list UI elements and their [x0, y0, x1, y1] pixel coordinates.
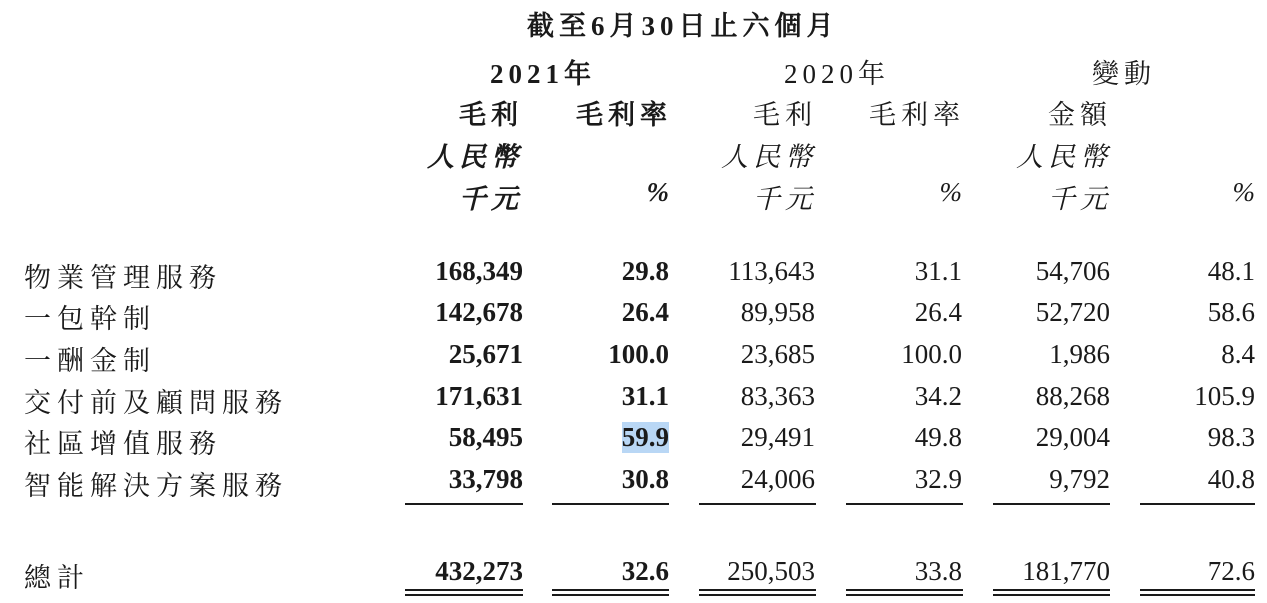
cell-change-amount: 9,792: [1049, 464, 1110, 494]
total-double-rule: [552, 589, 669, 591]
cell-gp-2020: 89,958: [740, 297, 815, 327]
cell-change-pct: 98.3: [1207, 422, 1255, 452]
gp-2021-heading: 毛利: [459, 100, 523, 130]
cell-gp-2021: 168,349: [435, 256, 523, 286]
total-double-rule: [699, 589, 816, 591]
cell-gpm-2021: 100.0: [608, 339, 669, 369]
row-label: 物業管理服務: [24, 263, 222, 293]
cell-change-amount: 1,986: [1049, 339, 1110, 369]
gpm-2021-heading: 毛利率: [576, 100, 672, 130]
cell-gpm-2020: 26.4: [914, 297, 962, 327]
cell-gpm-2020: 32.9: [914, 464, 962, 494]
row-label: 社區增值服務: [24, 429, 222, 459]
subtotal-rule: [846, 503, 963, 505]
total-change-pct: 72.6: [1207, 556, 1255, 586]
cell-change-amount: 54,706: [1035, 256, 1110, 286]
subtotal-rule: [552, 503, 669, 505]
cell-gp-2021: 142,678: [435, 297, 523, 327]
gpm-2020-heading: 毛利率: [869, 100, 965, 130]
currency-2021-heading: 人民幣: [427, 142, 523, 172]
pct-2021-heading: %: [646, 177, 669, 207]
unit-change-heading: 千元: [1048, 184, 1112, 214]
cell-change-pct: 58.6: [1207, 297, 1255, 327]
cell-gpm-2020: 49.8: [914, 422, 962, 452]
total-gpm-2021: 32.6: [621, 556, 669, 586]
cell-gp-2020: 83,363: [740, 381, 815, 411]
total-double-rule: [993, 589, 1110, 591]
year-2020-heading: 2020年: [784, 59, 890, 89]
row-label: 交付前及顧問服務: [24, 388, 288, 418]
cell-gpm-2021: 30.8: [621, 464, 669, 494]
cell-gp-2020: 23,685: [740, 339, 815, 369]
row-label: 一包幹制: [24, 304, 156, 334]
cell-gpm-2021: 26.4: [621, 297, 669, 327]
currency-2020-heading: 人民幣: [721, 142, 817, 172]
subtotal-rule: [699, 503, 816, 505]
total-gp-2021: 432,273: [435, 556, 523, 586]
cell-gp-2021: 58,495: [448, 422, 523, 452]
year-2021-heading: 2021年: [490, 59, 596, 89]
subtotal-rule: [1140, 503, 1255, 505]
total-double-rule: [846, 589, 963, 591]
cell-change-amount: 29,004: [1035, 422, 1110, 452]
total-double-rule: [405, 589, 523, 591]
unit-2020-heading: 千元: [753, 184, 817, 214]
unit-2021-heading: 千元: [459, 184, 523, 214]
cell-gp-2021: 33,798: [448, 464, 523, 494]
subtotal-rule: [993, 503, 1110, 505]
cell-gp-2020: 24,006: [740, 464, 815, 494]
cell-gpm-2021: 29.8: [621, 256, 669, 286]
period-heading: 截至6月30日止六個月: [527, 11, 839, 41]
total-double-rule: [1140, 589, 1255, 591]
row-label: 一酬金制: [24, 346, 156, 376]
cell-gpm-2021: 31.1: [621, 381, 669, 411]
cell-change-amount: 52,720: [1035, 297, 1110, 327]
cell-gpm-2021-selected[interactable]: 59.9: [621, 422, 669, 452]
cell-gpm-2020: 34.2: [914, 381, 962, 411]
cell-gp-2021: 25,671: [448, 339, 523, 369]
total-label: 總計: [24, 563, 90, 593]
cell-change-pct: 40.8: [1207, 464, 1255, 494]
total-gpm-2020: 33.8: [914, 556, 962, 586]
cell-gp-2020: 113,643: [728, 256, 815, 286]
cell-change-pct: 105.9: [1194, 381, 1255, 411]
cell-change-amount: 88,268: [1035, 381, 1110, 411]
pct-2020-heading: %: [939, 177, 962, 207]
cell-gp-2020: 29,491: [740, 422, 815, 452]
amount-heading: 金額: [1048, 100, 1112, 130]
currency-change-heading: 人民幣: [1016, 142, 1112, 172]
pct-change-heading: %: [1232, 177, 1255, 207]
subtotal-rule: [405, 503, 523, 505]
total-gp-2020: 250,503: [727, 556, 815, 586]
cell-change-pct: 8.4: [1221, 339, 1255, 369]
change-heading: 變動: [1092, 59, 1156, 89]
cell-change-pct: 48.1: [1207, 256, 1255, 286]
total-change-amount: 181,770: [1022, 556, 1110, 586]
cell-gpm-2020: 100.0: [901, 339, 962, 369]
gp-2020-heading: 毛利: [753, 100, 817, 130]
cell-gp-2021: 171,631: [435, 381, 523, 411]
cell-gpm-2020: 31.1: [914, 256, 962, 286]
row-label: 智能解決方案服務: [24, 471, 288, 501]
